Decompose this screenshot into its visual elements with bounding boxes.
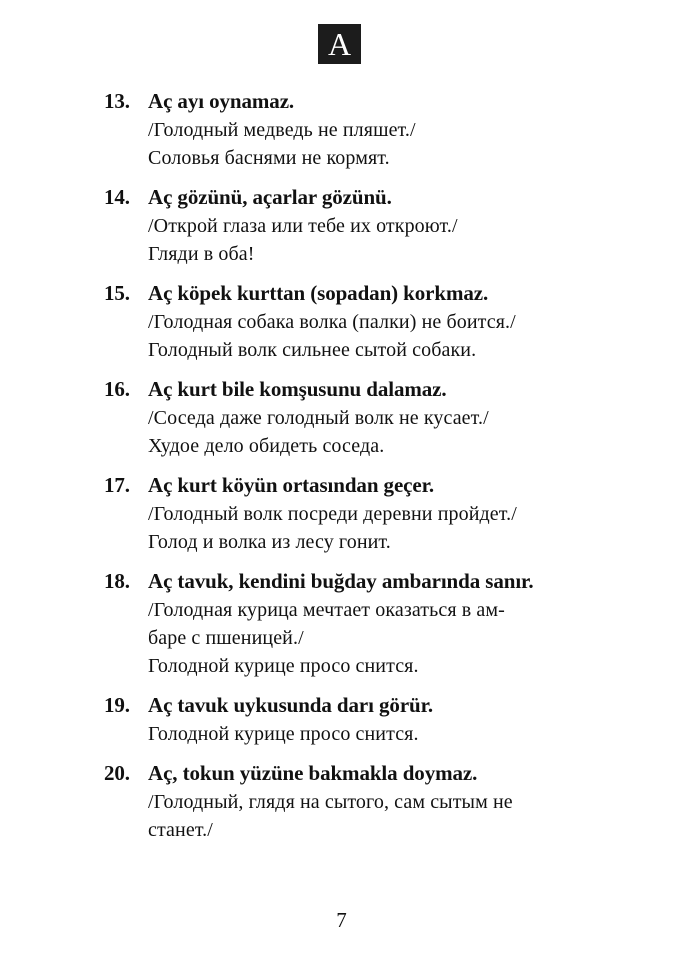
translation-line: /Голодная собака волка (палки) не боится./ bbox=[148, 311, 516, 333]
proverb-translation bbox=[148, 720, 604, 748]
proverb-entry-16 bbox=[104, 374, 604, 460]
proverb-number: 15. bbox=[104, 281, 130, 305]
proverb-translation bbox=[148, 308, 604, 364]
translation-line: /Голодный медведь не пляшет./ bbox=[148, 119, 416, 141]
translation-line: Голодный волк сильнее сытой собаки. bbox=[148, 339, 477, 361]
proverb-turkish: Aç ayı oynamaz. bbox=[148, 89, 295, 113]
translation-line: /Голодный волк посреди деревни пройдет./ bbox=[148, 503, 517, 525]
proverb-number: 17. bbox=[104, 473, 130, 497]
proverb-heading bbox=[104, 278, 604, 308]
translation-line: Голод и волка из лесу гонит. bbox=[148, 531, 391, 553]
proverb-number: 16. bbox=[104, 377, 130, 401]
proverb-entry-20 bbox=[104, 758, 604, 844]
proverb-number: 13. bbox=[104, 89, 130, 113]
translation-line: Соловья баснями не кормят. bbox=[148, 147, 390, 169]
proverb-turkish: Aç köpek kurttan (sopadan) korkmaz. bbox=[148, 281, 489, 305]
proverb-list bbox=[104, 86, 604, 854]
proverb-translation bbox=[148, 404, 604, 460]
proverb-heading bbox=[104, 758, 604, 788]
translation-line: /Соседа даже голодный волк не кусает./ bbox=[148, 407, 489, 429]
translation-line: /Голодный, глядя на сытого, сам сытым не bbox=[148, 791, 513, 813]
translation-line: Гляди в оба! bbox=[148, 243, 255, 265]
proverb-heading bbox=[104, 182, 604, 212]
proverb-translation bbox=[148, 212, 604, 268]
translation-line: станет./ bbox=[148, 819, 213, 841]
proverb-translation bbox=[148, 788, 604, 844]
proverb-number: 14. bbox=[104, 185, 130, 209]
proverb-turkish: Aç gözünü, açarlar gözünü. bbox=[148, 185, 392, 209]
proverb-entry-18 bbox=[104, 566, 604, 680]
proverb-translation bbox=[148, 596, 604, 680]
translation-line: Голодной курице просо снится. bbox=[148, 655, 419, 677]
proverb-turkish: Aç kurt bile komşusunu dalamaz. bbox=[148, 377, 447, 401]
translation-line: /Открой глаза или тебе их откроют./ bbox=[148, 215, 458, 237]
proverb-number: 18. bbox=[104, 569, 130, 593]
proverb-entry-14 bbox=[104, 182, 604, 268]
translation-line: Худое дело обидеть соседа. bbox=[148, 435, 385, 457]
translation-line: /Голодная курица мечтает оказаться в ам- bbox=[148, 599, 505, 621]
proverb-entry-13 bbox=[104, 86, 604, 172]
proverb-translation bbox=[148, 116, 604, 172]
proverb-entry-17 bbox=[104, 470, 604, 556]
proverb-heading bbox=[104, 470, 604, 500]
section-letter-badge: A bbox=[318, 24, 361, 64]
proverb-turkish: Aç, tokun yüzüne bakmakla doymaz. bbox=[148, 761, 478, 785]
proverb-entry-19 bbox=[104, 690, 604, 748]
proverb-number: 19. bbox=[104, 693, 130, 717]
proverb-heading bbox=[104, 86, 604, 116]
proverb-turkish: Aç kurt köyün ortasından geçer. bbox=[148, 473, 435, 497]
translation-line: Голодной курице просо снится. bbox=[148, 723, 419, 745]
page-number: 7 bbox=[336, 908, 347, 932]
proverb-heading bbox=[104, 566, 604, 596]
proverb-translation bbox=[148, 500, 604, 556]
translation-line: баре с пшеницей./ bbox=[148, 627, 304, 649]
proverb-number: 20. bbox=[104, 761, 130, 785]
proverb-heading bbox=[104, 374, 604, 404]
proverb-entry-15 bbox=[104, 278, 604, 364]
proverb-heading bbox=[104, 690, 604, 720]
proverb-turkish: Aç tavuk, kendini buğday ambarında sanır. bbox=[148, 569, 534, 593]
proverb-turkish: Aç tavuk uykusunda darı görür. bbox=[148, 693, 434, 717]
